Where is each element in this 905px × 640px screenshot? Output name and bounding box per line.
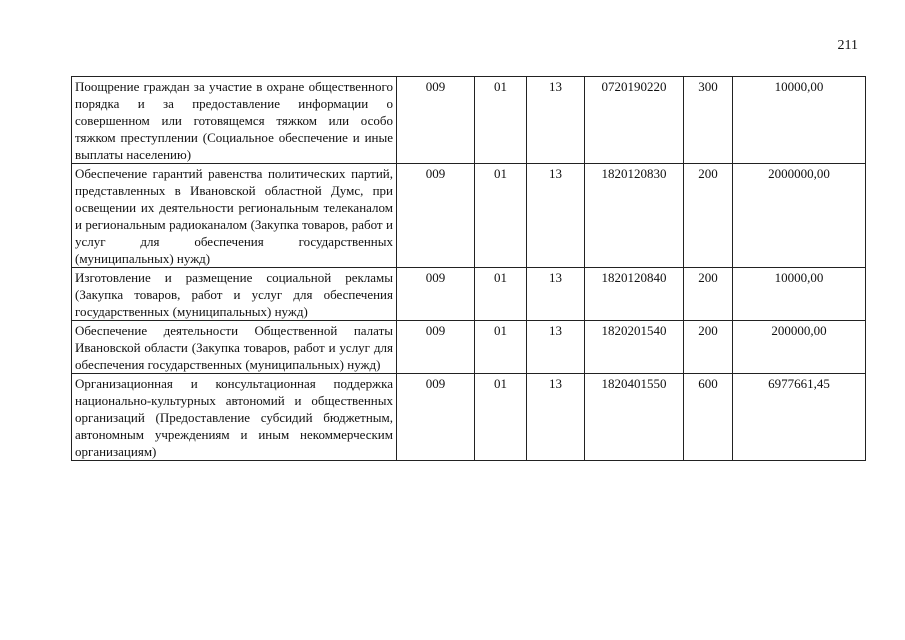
ministry-code: 009 <box>397 374 475 461</box>
amount: 10000,00 <box>733 268 866 321</box>
expense-name: Обеспечение гарантий равенства политических партий, представленных в Ивановской областной Думс, при освещении их деятельности региональным телеканалом и региональным радиоканалом (Закупка товаров, работ и услуг для обеспечения государственных (муниципальных) нужд) <box>72 164 397 268</box>
section-code: 01 <box>475 77 527 164</box>
table-row <box>72 374 866 461</box>
amount: 200000,00 <box>733 321 866 374</box>
target-article-code: 1820201540 <box>585 321 684 374</box>
subsection-code: 13 <box>527 321 585 374</box>
page-number: 211 <box>837 38 858 53</box>
expense-name: Поощрение граждан за участие в охране общественного порядка и за предоставление информации о совершенном или готовящемся тяжком или особо тяжком преступлении (Социальное обеспечение и иные выплаты населению) <box>72 77 397 164</box>
table-row <box>72 321 866 374</box>
expense-name: Обеспечение деятельности Общественной палаты Ивановской области (Закупка товаров, работ и услуг для обеспечения государственных (муниципальных) нужд) <box>72 321 397 374</box>
expense-type-code: 200 <box>684 321 733 374</box>
ministry-code: 009 <box>397 164 475 268</box>
budget-table <box>71 76 866 461</box>
ministry-code: 009 <box>397 321 475 374</box>
subsection-code: 13 <box>527 77 585 164</box>
amount: 2000000,00 <box>733 164 866 268</box>
expense-type-code: 200 <box>684 268 733 321</box>
section-code: 01 <box>475 374 527 461</box>
subsection-code: 13 <box>527 164 585 268</box>
table-row <box>72 268 866 321</box>
target-article-code: 0720190220 <box>585 77 684 164</box>
subsection-code: 13 <box>527 374 585 461</box>
expense-name: Изготовление и размещение социальной рекламы (Закупка товаров, работ и услуг для обеспечения государственных (муниципальных) нужд) <box>72 268 397 321</box>
ministry-code: 009 <box>397 77 475 164</box>
expense-name: Организационная и консультационная поддержка национально-культурных автономий и общественных организаций (Предоставление субсидий бюджетным, автономным учреждениям и иным некоммерческим организациям) <box>72 374 397 461</box>
table-row <box>72 164 866 268</box>
target-article-code: 1820120840 <box>585 268 684 321</box>
target-article-code: 1820120830 <box>585 164 684 268</box>
expense-type-code: 300 <box>684 77 733 164</box>
expense-type-code: 600 <box>684 374 733 461</box>
section-code: 01 <box>475 321 527 374</box>
table-row <box>72 77 866 164</box>
section-code: 01 <box>475 268 527 321</box>
ministry-code: 009 <box>397 268 475 321</box>
section-code: 01 <box>475 164 527 268</box>
amount: 6977661,45 <box>733 374 866 461</box>
amount: 10000,00 <box>733 77 866 164</box>
subsection-code: 13 <box>527 268 585 321</box>
target-article-code: 1820401550 <box>585 374 684 461</box>
expense-type-code: 200 <box>684 164 733 268</box>
